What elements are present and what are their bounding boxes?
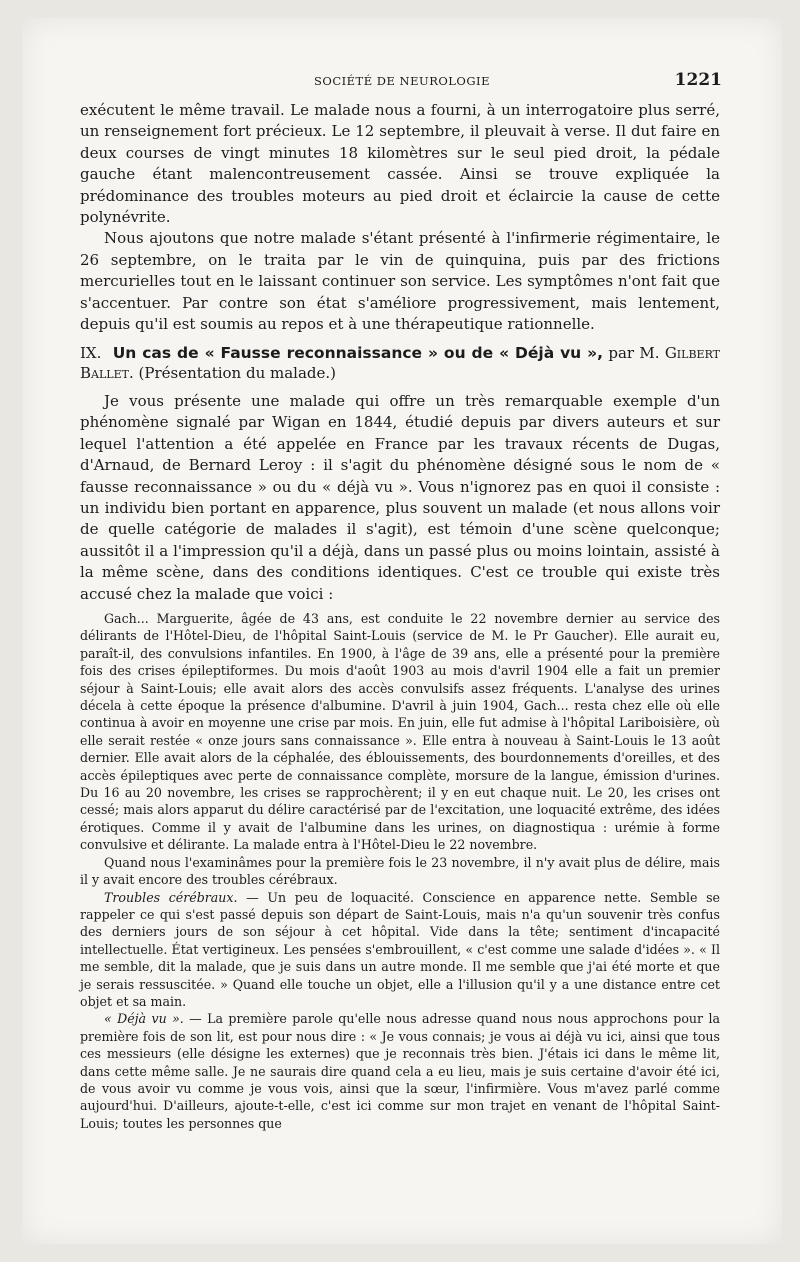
page-number: 1221 — [674, 70, 722, 90]
page — [22, 18, 782, 1244]
case-paragraph: Gach... Marguerite, âgée de 43 ans, est conduite le 22 novembre dernier au service des délirants de l'Hôtel-Dieu, de l'hôpital Saint-Louis (service de M. le Pr Gaucher). Elle aurait eu, paraît-il, des convulsions infantiles. En 1900, à l'âge de 39 ans, elle a présenté pour la première fois des crises épileptiformes. Du mois d'août 1903 au mois d'avril 1904 elle a fait un premier séjour à Saint-Louis; elle avait alors des accès convulsifs assez fréquents. L'analyse des urines décela à cette époque la présence d'albumine. D'avril à juin 1904, Gach... resta chez elle où elle continua à avoir en moyenne une crise par mois. En juin, elle fut admise à l'hôpital Lariboisière, où elle serait restée « onze jours sans connaissance ». Elle entra à nouveau à Saint-Louis le 13 août dernier. Elle avait alors de la céphalée, des éblouissements, des bourdonnements d'oreilles, et des accès épileptiques avec perte de connaissance complète, morsure de la langue, émission d'urines. Du 16 au 20 novembre, les crises se rapprochèrent; il y en eut chaque nuit. Le 20, les crises ont cessé; mais alors apparut du délire caractérisé par de l'excitation, une loquacité extrême, des idées érotiques. Comme il y avait de l'albumine dans les urines, on diagnostiqua : urémie à forme convulsive et délirante. La malade entra à l'Hôtel-Dieu le 22 novembre. — [80, 611, 720, 853]
section-number: IX. — [80, 344, 102, 362]
section-note: (Présentation du malade.) — [138, 364, 337, 382]
case-subheading: « Déjà vu ». — [104, 1011, 184, 1027]
section-text — [80, 391, 720, 605]
case-paragraph: « Déjà vu ». — La première parole qu'elle nous adresse quand nous nous approchons pour la première fois de son lit, est pour nous dire : « Je vous connais; je vous ai déjà vu ici, ainsi que tous ces messieurs (elle désigne les externes) que je reconnais très bien. J'étais ici dans le même lit, dans cette même salle. Je ne saurais dire quand cela a eu lieu, mais je suis certaine d'avoir été ici, de vous avoir vu comme je vous vois, ainsi que la sœur, l'infirmière. Vous m'avez parlé comme aujourd'hui. D'ailleurs, ajoute-t-elle, c'est ici comme sur mon trajet en venant de l'hôpital Saint-Louis; toutes les personnes que — [80, 1011, 720, 1131]
intro-paragraph: Nous ajoutons que notre malade s'étant présenté à l'infirmerie régimentaire, le 26 septembre, on le traita par le vin de quinquina, puis par des frictions mercurielles tout en le laissant continuer son service. Les symptômes n'ont fait que s'accentuer. Par contre son état s'améliore progressivement, mais lentement, depuis qu'il est soumis au repos et à une thérapeutique rationnelle. — [80, 229, 720, 334]
intro-text — [80, 100, 720, 335]
section-paragraph: Je vous présente une malade qui offre un très remarquable exemple d'un phénomène signalé par Wigan en 1844, étudié depuis par divers auteurs et sur lequel l'attention a été appelée en France par les travaux récents de Dugas, d'Arnaud, de Bernard Leroy : il s'agit du phénomène désigné sous le nom de « fausse reconnaissance » ou du « déjà vu ». Vous n'ignorez pas en quoi il consiste : un individu bien portant en apparence, plus souvent un malade (et nous allons voir de quelle catégorie de malades il s'agit), est témoin d'une scène quelconque; aussitôt il a l'impression qu'il a déjà, dans un passé plus ou moins lointain, assisté à la même scène, dans des conditions identiques. C'est ce trouble qui existe très accusé chez la malade que voici : — [80, 392, 720, 603]
running-title: SOCIÉTÉ DE NEUROLOGIE — [314, 74, 490, 88]
section-heading — [80, 343, 720, 383]
section-by: par M. — [608, 344, 660, 362]
case-paragraph: Troubles cérébraux. — Un peu de loquacité. Conscience en apparence nette. Semble se rappeler ce qui s'est passé depuis son départ de Saint-Louis, mais n'a qu'un souvenir très confus des derniers jours de son séjour à cet hôpital. Vide dans la tête; sentiment d'incapacité intellectuelle. État vertigineux. Les pensées s'embrouillent, « c'est comme une salade d'idées ». « Il me semble, dit la malade, que je suis dans un autre monde. Il me semble que j'ai été morte et que je serais ressuscitée. » Quand elle touche un objet, elle a l'illusion qu'il y a une distance entre cet objet et sa main. — [80, 889, 720, 1009]
section-title: Un cas de « Fausse reconnaissance » ou de « Déjà vu », — [112, 344, 604, 362]
case-paragraph: Quand nous l'examinâmes pour la première fois le 23 novembre, il n'y avait plus de délire, mais il y avait encore des troubles cérébraux. — [80, 854, 720, 888]
case-subheading: Troubles cérébraux. — [104, 889, 238, 905]
intro-paragraph: exécutent le même travail. Le malade nous a fourni, à un interrogatoire plus serré, un renseignement fort précieux. Le 12 septembre, il pleuvait à verse. Il dut faire en deux courses de vingt minutes 18 kilomètres sur le seul pied droit, la pédale gauche étant malencontreusement cassée. Ainsi se trouve expliquée la prédominance des troubles moteurs au pied droit et éclaircie la cause de cette polynévrite. — [80, 101, 720, 227]
case-report — [80, 610, 720, 1132]
section-author: Gilbert Ballet. — [80, 344, 720, 382]
page-header — [22, 70, 782, 92]
